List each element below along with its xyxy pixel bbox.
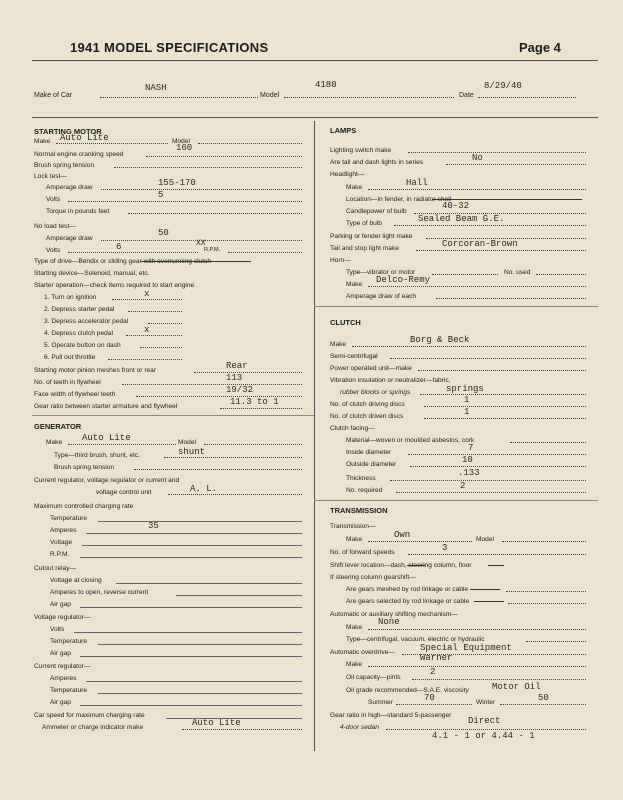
- gen-temp-label: Temperature: [50, 515, 88, 522]
- lamps-title: LAMPS: [330, 126, 357, 135]
- lamps-location-strike: [432, 199, 582, 200]
- gen-make-value: Auto Lite: [82, 433, 131, 443]
- clutch-thick-line: [390, 480, 586, 481]
- lamps-bulb-row: [346, 214, 590, 228]
- clutch-driven-label: No. of clutch driven discs: [330, 413, 404, 420]
- gen-creg-temp-label: Temperature: [50, 687, 88, 694]
- tr-winter-value: 50: [538, 693, 549, 703]
- tr-model-label: Model: [476, 536, 494, 543]
- gen-speed-label: Car speed for maximum charging rate: [34, 712, 145, 719]
- make-of-car-value: NASH: [145, 83, 167, 93]
- tr-selected-strike: [474, 601, 504, 602]
- clutch-inside-line: [408, 454, 586, 455]
- date-line: [478, 97, 576, 98]
- gen-airgap3-line: [80, 705, 302, 706]
- tr-ratio-line: 4.1 - 1 or 4.44 - 1: [432, 731, 535, 741]
- sm-noload-label: No load test—: [34, 223, 76, 230]
- page-title: 1941 MODEL SPECIFICATIONS: [70, 40, 269, 55]
- lamps-horn-make-value: Delco-Remy: [376, 275, 431, 285]
- clutch-outside-value: 10: [462, 455, 473, 465]
- gen-regulator-label: Current regulator, voltage regulator or current and: [34, 477, 180, 484]
- sm-nl-volts-line: [68, 252, 198, 253]
- sm-amp-value: 155-170: [158, 178, 196, 188]
- clutch-outside-label: Outside diameter: [346, 461, 397, 468]
- sm-op3-label: 3. Depress accelerator pedal: [44, 318, 129, 325]
- clutch-rubber-label: rubber blocks or springs: [340, 389, 411, 396]
- tr-make-row: [346, 530, 590, 544]
- gen-vreg-volts-row: [50, 625, 304, 634]
- clutch-separator: [314, 306, 598, 307]
- gen-rpm-line: [80, 557, 302, 558]
- lamps-tail-line: [416, 250, 586, 251]
- lamps-bulb-line: [394, 225, 586, 226]
- gen-vcu-value: A. L.: [190, 484, 218, 494]
- sm-torque-row: [46, 207, 304, 216]
- clutch-make-label: Make: [330, 341, 347, 348]
- sm-rpm-line: [228, 252, 302, 253]
- tr-auto-label: Automatic or auxiliary shifting mechanism—: [330, 611, 458, 618]
- gen-type-label: Type—third brush, shunt, etc.: [54, 452, 141, 459]
- lamps-cp-label: Candlepower of bulb: [346, 208, 407, 215]
- tr-column-label: If steering column gearshift—: [330, 574, 416, 581]
- gen-make-label: Make: [46, 439, 63, 446]
- clutch-driven-row: [330, 407, 590, 421]
- tr-auto-make-line: [368, 629, 586, 630]
- sm-op3-line: [148, 323, 182, 324]
- tr-oil-cap-value: 2: [430, 667, 436, 677]
- gen-vreg-volts-label: Volts: [50, 626, 65, 633]
- sm-nl-volts-row: [46, 239, 304, 255]
- sm-volts-line: [68, 201, 302, 202]
- sm-op4-label: 4. Depress clutch pedal: [44, 330, 113, 337]
- lamps-switch-row: [330, 146, 590, 155]
- sm-make-line: [56, 143, 168, 144]
- gen-ammeter-value: Auto Lite: [192, 718, 241, 728]
- sm-nl-volts-label: Volts: [46, 247, 61, 254]
- sm-op1-label: 1. Turn on ignition: [44, 294, 97, 301]
- clutch-req-value: 2: [460, 481, 466, 491]
- sm-volts-value: 5: [158, 190, 164, 200]
- gen-airgap1-row: [50, 600, 304, 609]
- tr-speeds-line: [408, 554, 586, 555]
- tr-season-row: [368, 693, 590, 707]
- sm-lock-label: Lock test—: [34, 173, 67, 180]
- sm-model-label: Model: [172, 138, 190, 145]
- gen-ammeter-label: Ammeter or charge indicator make: [42, 724, 144, 731]
- sm-cranking-row: [34, 143, 304, 159]
- tr-meshed-row: [346, 585, 590, 594]
- lamps-horn-make-row: [346, 275, 590, 289]
- sm-make-row: [34, 133, 304, 146]
- sm-face-label: Face width of flywheel teeth: [34, 391, 116, 398]
- tr-auto-make-row: [346, 617, 590, 632]
- tr-od-row: [330, 643, 590, 657]
- lamps-headlight-label: Headlight—: [330, 171, 365, 178]
- tr-sedan-line: [386, 729, 586, 730]
- clutch-power-label: Power operated unit—make: [330, 365, 412, 372]
- clutch-driving-row: [330, 395, 590, 409]
- gen-airgap2-label: Air gap: [50, 650, 71, 657]
- sm-teeth-line: [122, 384, 302, 385]
- gen-amps-row: [50, 521, 304, 535]
- sm-face-value: 19/32: [226, 385, 254, 395]
- tr-summer-label: Summer: [368, 699, 393, 706]
- sm-model-line: [198, 143, 302, 144]
- lamps-used-line: [536, 274, 586, 275]
- make-of-car-line: [100, 97, 258, 98]
- sm-nl-volts-value: 6: [116, 242, 122, 252]
- gen-creg-label: Current regulator—: [34, 663, 91, 670]
- tr-shift-strike-floor: [488, 565, 504, 566]
- gen-creg-temp-line: [98, 693, 302, 694]
- tr-sedan-label: 4-door sedan: [340, 724, 379, 731]
- gen-brush-row: [54, 463, 304, 472]
- tr-trans-label: Transmission—: [330, 523, 376, 530]
- date-value: 8/29/40: [484, 81, 522, 91]
- clutch-title: CLUTCH: [330, 318, 361, 327]
- sm-cranking-value: 160: [176, 143, 193, 153]
- sm-brush-label: Brush spring tension: [34, 162, 95, 169]
- gen-airgap1-label: Air gap: [50, 601, 71, 608]
- sm-rpm-mark: XX: [196, 239, 206, 248]
- tr-winter-label: Winter: [476, 699, 496, 706]
- gen-max-label: Maximum controlled charging rate: [34, 503, 134, 510]
- gen-open-label: Amperes to open, reverse current: [50, 589, 149, 596]
- header-rule: [32, 60, 598, 61]
- sm-op4-value: x: [144, 325, 150, 335]
- lamps-used-label: No. used: [504, 269, 531, 276]
- tr-meshed-label: Are gears meshed by rod linkage or cable: [346, 586, 469, 593]
- sm-pinion-line: [194, 372, 302, 373]
- sm-cranking-label: Normal engine cranking speed: [34, 151, 124, 158]
- sm-torque-label: Torque in pounds feet: [46, 208, 110, 215]
- sm-operation-label: Starter operation—check items required to start engine: [34, 282, 195, 289]
- clutch-inside-label: Inside diameter: [346, 449, 392, 456]
- tr-auto-make-value: None: [378, 617, 400, 627]
- generator-title: GENERATOR: [34, 422, 82, 431]
- clutch-semi-line: [390, 358, 586, 359]
- sm-volts-row: [46, 190, 304, 204]
- sm-op1-value: x: [144, 289, 150, 299]
- clutch-req-label: No. required: [346, 487, 383, 494]
- sm-op5-row: [44, 341, 304, 350]
- lamps-parking-label: Parking or fender light make: [330, 233, 413, 240]
- model-value: 4180: [315, 80, 337, 90]
- tr-winter-line: [500, 704, 586, 705]
- column-divider: [314, 121, 315, 751]
- gen-make-line: [68, 444, 176, 445]
- sm-brush-row: [34, 161, 304, 170]
- clutch-make-row: [330, 335, 590, 349]
- lamps-bulb-label: Type of bulb: [346, 220, 382, 227]
- clutch-thick-value: .133: [458, 468, 480, 478]
- tr-od-make-line: [368, 666, 586, 667]
- section-rule: [32, 117, 598, 118]
- gen-open-row: [50, 588, 304, 597]
- sm-amp-row: [46, 178, 304, 192]
- sm-volts-label: Volts: [46, 196, 61, 203]
- clutch-facing-label: Clutch facing—: [330, 425, 375, 432]
- lamps-tail-label: Tail and stop light make: [330, 245, 399, 252]
- gen-model-line: [204, 444, 302, 445]
- tr-oil-grade-value: Motor Oil: [492, 682, 541, 692]
- lamps-bulb-value: Sealed Beam G.E.: [418, 214, 505, 224]
- gen-temp-line: [98, 521, 302, 522]
- sm-op1-row: [44, 289, 304, 302]
- clutch-semi-label: Semi-centrifugal: [330, 353, 378, 360]
- tr-od-label: Automatic overdrive—: [330, 649, 395, 656]
- clutch-thick-label: Thickness: [346, 475, 376, 482]
- transmission-separator: [314, 500, 598, 501]
- sm-op1-line: [112, 299, 182, 300]
- sm-nl-amp-label: Amperage draw: [46, 235, 93, 242]
- lamps-horn-type-label: Type—vibrator or motor: [346, 269, 416, 276]
- lamps-location-label: Location—in fender, in radiator shell: [346, 196, 452, 203]
- clutch-req-row: [346, 481, 590, 495]
- gen-creg-amps-label: Amperes: [50, 675, 77, 682]
- sm-nl-amp-value: 50: [158, 228, 169, 238]
- sm-pinion-label: Starting motor pinion meshes front or rear: [34, 367, 157, 374]
- tr-summer-value: 70: [424, 693, 435, 703]
- clutch-rubber-value: springs: [446, 384, 484, 394]
- clutch-power-row: [330, 364, 590, 373]
- gen-type-value: shunt: [178, 447, 206, 457]
- lamps-horn-make-label: Make: [346, 281, 363, 288]
- lamps-horn-make-line: [368, 286, 586, 287]
- clutch-driving-label: No. of clutch driving discs: [330, 401, 405, 408]
- tr-oil-grade-row: [346, 682, 590, 695]
- lamps-make-row: [346, 178, 590, 192]
- lamps-tail-value: Corcoran-Brown: [442, 239, 518, 249]
- tr-oil-cap-line: [412, 679, 586, 680]
- gen-closing-row: [50, 576, 304, 585]
- lamps-series-value: No: [472, 153, 483, 163]
- gen-make-row: [46, 433, 304, 447]
- tr-summer-line: [396, 704, 472, 705]
- tr-make-label: Make: [346, 536, 363, 543]
- lamps-horn-label: Horn—: [330, 257, 351, 264]
- clutch-thick-row: [346, 468, 590, 483]
- gen-creg-amps-row: [50, 674, 304, 683]
- sm-pinion-value: Rear: [226, 361, 248, 371]
- clutch-rubber-line: [420, 394, 586, 395]
- gen-closing-line: [116, 583, 302, 584]
- gen-brush-label: Brush spring tension: [54, 464, 115, 471]
- gen-model-label: Model: [178, 439, 196, 446]
- page-number: Page 4: [519, 40, 561, 55]
- sm-ratio-line: [220, 408, 302, 409]
- clutch-vib-label: Vibration insulation or neutralizer—fabric,: [330, 377, 451, 384]
- sm-teeth-label: No. of teeth in flywheel: [34, 379, 101, 386]
- gen-voltage-line: [82, 545, 302, 546]
- gen-type-line: [164, 457, 302, 458]
- sm-ratio-row: [34, 397, 304, 411]
- gen-amps-value: 35: [148, 521, 159, 531]
- starting-motor-title: STARTING MOTOR: [34, 127, 102, 136]
- sm-op2-row: [44, 305, 304, 314]
- sm-drive-strike: [141, 261, 251, 262]
- sm-op5-line: [140, 347, 182, 348]
- lamps-make-value: Hall: [406, 178, 428, 188]
- clutch-outside-line: [410, 466, 586, 467]
- sm-torque-line: [128, 213, 302, 214]
- gen-speed-row: [34, 711, 304, 720]
- transmission-title: TRANSMISSION: [330, 506, 388, 515]
- gen-brush-line: [134, 469, 302, 470]
- clutch-driven-line: [424, 418, 586, 419]
- gen-temp-row: [50, 514, 304, 523]
- gen-vcu-row: [96, 484, 304, 497]
- tr-oil-cap-row: [346, 667, 590, 682]
- gen-vreg-label: Voltage regulator—: [34, 614, 91, 621]
- sm-op2-line: [128, 311, 182, 312]
- sm-rpm-label: R.P.M.: [204, 247, 221, 253]
- gen-type-row: [54, 447, 304, 460]
- gen-voltage-row: [50, 538, 304, 547]
- sm-drive-label: Type of drive—Bendix or sliding gear with overrunning clutch: [34, 258, 212, 265]
- sm-nl-amp-row: [46, 228, 304, 243]
- tr-auto-type-label: Type—centrifugal, vacuum, electric or hydraulic: [346, 636, 485, 643]
- sm-cranking-line: [146, 156, 302, 157]
- sm-teeth-row: [34, 373, 304, 387]
- gen-closing-label: Voltage at closing: [50, 577, 102, 584]
- sm-op4-row: [44, 325, 304, 338]
- clutch-make-value: Borg & Beck: [410, 335, 470, 345]
- clutch-inside-value: 7: [468, 443, 474, 453]
- lamps-horn-amp-row: [346, 292, 590, 301]
- gen-vcu-line: [168, 494, 302, 495]
- sm-amp-line: [101, 189, 302, 190]
- sm-op3-row: [44, 317, 304, 326]
- sm-brush-line: [114, 167, 302, 168]
- tr-speeds-row: [330, 543, 590, 557]
- gen-rpm-label: R.P.M.: [50, 551, 70, 558]
- clutch-power-line: [418, 370, 586, 371]
- lamps-make-label: Make: [346, 184, 363, 191]
- clutch-driven-value: 1: [464, 407, 470, 417]
- sm-op5-label: 5. Operate button on dash: [44, 342, 121, 349]
- tr-auto-type-line: [526, 641, 586, 642]
- tr-gear-ratio-label: Gear ratio in high—standard 5-passenger: [330, 712, 452, 719]
- lamps-horn-type-line: [432, 274, 498, 275]
- gen-creg-amps-line: [86, 681, 302, 682]
- gen-ammeter-line: [182, 729, 302, 730]
- clutch-driving-line: [424, 406, 586, 407]
- model-line: [284, 97, 454, 98]
- lamps-switch-line: [408, 152, 586, 153]
- sm-make-value: Auto Lite: [60, 133, 109, 143]
- tr-od-value: Special Equipment: [420, 643, 512, 653]
- tr-make-line: [368, 541, 472, 542]
- model-label: Model: [260, 92, 280, 99]
- tr-model-line: [502, 541, 586, 542]
- date-label: Date: [459, 92, 474, 99]
- gen-vreg-temp-label: Temperature: [50, 638, 88, 645]
- lamps-switch-label: Lighting switch make: [330, 147, 392, 154]
- tr-selected-label: Are gears selected by rod linkage or cable: [346, 598, 470, 605]
- make-of-car-label: Make of Car: [34, 92, 73, 99]
- gen-vreg-temp-line: [98, 644, 302, 645]
- gen-amps-label: Amperes: [50, 527, 77, 534]
- sm-amp-label: Amperage draw: [46, 184, 93, 191]
- lamps-cp-value: 40-32: [442, 201, 470, 211]
- lamps-series-line: [446, 164, 586, 165]
- gen-airgap1-line: [80, 607, 302, 608]
- tr-od-make-row: [346, 653, 590, 669]
- clutch-req-line: [396, 492, 586, 493]
- lamps-make-line: [368, 189, 586, 190]
- sm-make-label: Make: [34, 138, 51, 145]
- lamps-horn-amp-line: [436, 298, 586, 299]
- clutch-material-line: [510, 442, 586, 443]
- tr-speeds-label: No. of forward speeds: [330, 549, 395, 556]
- gen-vreg-temp-row: [50, 637, 304, 646]
- tr-od-make-label: Make: [346, 661, 363, 668]
- gen-rpm-row: [50, 550, 304, 559]
- sm-ratio-value: 11.3 to 1: [230, 397, 279, 407]
- tr-sedan-value: Direct: [468, 716, 501, 726]
- tr-meshed-strike: [470, 589, 500, 590]
- lamps-horn-amp-label: Amperage draw of each: [346, 293, 417, 300]
- clutch-material-label: Material—woven or moulded asbestos, cork: [346, 437, 475, 444]
- sm-op6-line: [108, 359, 182, 360]
- tr-auto-make-label: Make: [346, 624, 363, 631]
- clutch-driving-value: 1: [464, 395, 470, 405]
- tr-shift-strike-dash: [407, 565, 425, 566]
- tr-shift-label: Shift lever location—dash, steering column, floor: [330, 562, 472, 569]
- sm-device-label: Starting device—Solenoid, manual, etc.: [34, 270, 150, 277]
- gen-ammeter-row: [42, 718, 304, 732]
- gen-airgap2-row: [50, 649, 304, 658]
- tr-od-make-value: Warner: [420, 653, 453, 663]
- clutch-make-line: [352, 346, 586, 347]
- sm-teeth-value: 113: [226, 373, 243, 383]
- sm-op2-label: 2. Depress starter pedal: [44, 306, 115, 313]
- sm-drive-row: [34, 257, 304, 266]
- tr-oil-grade-label: Oil grade recommended—S.A.E. viscosity: [346, 687, 469, 694]
- sm-op6-row: [44, 353, 304, 362]
- tr-selected-row: [346, 597, 590, 606]
- sm-op4-line: [126, 335, 182, 336]
- gen-cutout-label: Cutout relay—: [34, 565, 77, 572]
- sm-op6-label: 6. Pull out throttle: [44, 354, 96, 361]
- gen-open-line: [176, 595, 302, 596]
- tr-make-value: Own: [394, 530, 411, 540]
- tr-speeds-value: 3: [442, 543, 448, 553]
- gen-vreg-volts-line: [74, 632, 302, 633]
- sm-pinion-row: [34, 361, 304, 375]
- gen-airgap3-row: [50, 698, 304, 707]
- generator-separator: [32, 415, 314, 416]
- gen-creg-temp-row: [50, 686, 304, 695]
- gen-airgap3-label: Air gap: [50, 699, 71, 706]
- tr-selected-line: [508, 603, 586, 604]
- gen-airgap2-line: [80, 656, 302, 657]
- sm-ratio-label: Gear ratio between starter armature and flywheel: [34, 403, 178, 410]
- tr-meshed-line: [506, 591, 586, 592]
- lamps-tail-row: [330, 239, 590, 253]
- tr-shift-row: [330, 561, 590, 570]
- tr-oil-cap-label: Oil capacity—pints: [346, 674, 401, 681]
- gen-voltage-label: Voltage: [50, 539, 72, 546]
- gen-vcu-label: voltage control unit: [96, 489, 152, 496]
- lamps-series-label: Are tail and dash lights in series: [330, 159, 424, 166]
- lamps-series-row: [330, 153, 590, 167]
- clutch-semi-row: [330, 352, 590, 361]
- gen-amps-line: [86, 533, 302, 534]
